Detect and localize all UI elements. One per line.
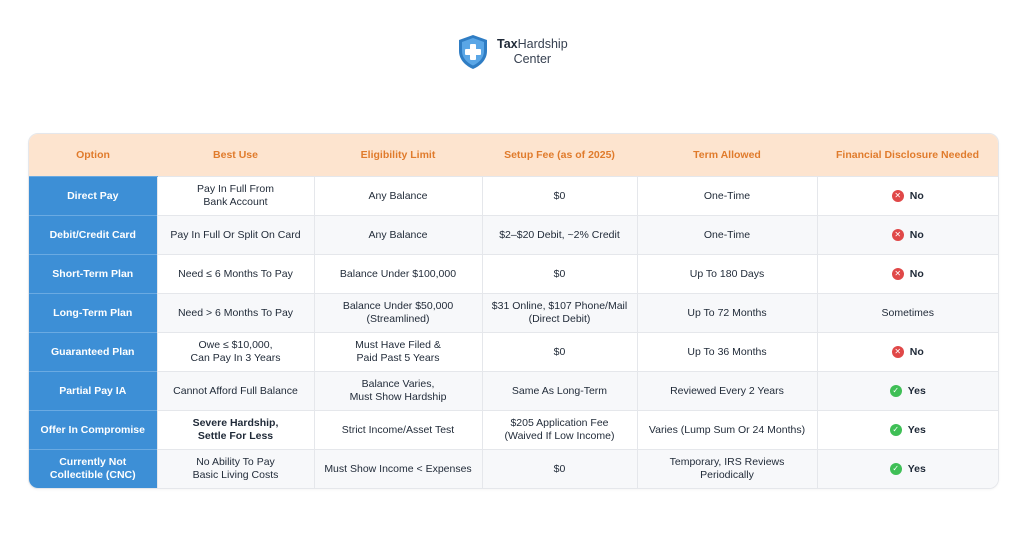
eligibility-cell: Balance Varies, Must Show Hardship	[314, 372, 482, 411]
check-circle-icon: ✓	[890, 424, 902, 436]
eligibility-cell: Must Show Income < Expenses	[314, 450, 482, 489]
disclosure-cell	[817, 216, 998, 255]
disclosure-value	[890, 385, 926, 398]
disclosure-value	[892, 190, 924, 203]
best-use-cell: Owe ≤ $10,000, Can Pay In 3 Years	[157, 333, 314, 372]
best-use-cell: Cannot Afford Full Balance	[157, 372, 314, 411]
x-circle-icon: ✕	[892, 346, 904, 358]
table-row	[29, 255, 998, 294]
eligibility-cell: Balance Under $100,000	[314, 255, 482, 294]
x-circle-icon: ✕	[892, 190, 904, 202]
table-row	[29, 450, 998, 489]
comparison-table	[28, 133, 999, 489]
check-circle-icon: ✓	[890, 463, 902, 475]
term-cell: One-Time	[637, 216, 817, 255]
header-best-use: Best Use	[157, 134, 314, 177]
header-setup-fee: Setup Fee (as of 2025)	[482, 134, 637, 177]
setup-fee-cell: $0	[482, 255, 637, 294]
table-row	[29, 294, 998, 333]
term-cell: One-Time	[637, 177, 817, 216]
term-cell: Temporary, IRS Reviews Periodically	[637, 450, 817, 489]
option-cell: Currently Not Collectible (CNC)	[29, 450, 157, 489]
setup-fee-cell: $205 Application Fee (Waived If Low Income)	[482, 411, 637, 450]
table-row	[29, 216, 998, 255]
option-cell: Direct Pay	[29, 177, 157, 216]
setup-fee-cell: $0	[482, 450, 637, 489]
header-option: Option	[29, 134, 157, 177]
setup-fee-cell: $31 Online, $107 Phone/Mail (Direct Debit)	[482, 294, 637, 333]
disclosure-value	[890, 424, 926, 437]
disclosure-value	[892, 346, 924, 359]
disclosure-label: Sometimes	[881, 306, 934, 319]
best-use-cell: Severe Hardship, Settle For Less	[157, 411, 314, 450]
disclosure-label: Yes	[907, 423, 926, 436]
disclosure-cell	[817, 333, 998, 372]
header-disclosure: Financial Disclosure Needed	[817, 134, 998, 177]
best-use-cell: Need ≤ 6 Months To Pay	[157, 255, 314, 294]
disclosure-label: No	[909, 189, 924, 202]
term-cell: Reviewed Every 2 Years	[637, 372, 817, 411]
eligibility-cell: Any Balance	[314, 177, 482, 216]
disclosure-cell	[817, 411, 998, 450]
eligibility-cell: Strict Income/Asset Test	[314, 411, 482, 450]
disclosure-cell	[817, 294, 998, 333]
setup-fee-cell: $2–$20 Debit, ~2% Credit	[482, 216, 637, 255]
shield-plus-icon	[457, 34, 489, 70]
x-circle-icon: ✕	[892, 268, 904, 280]
x-circle-icon: ✕	[892, 229, 904, 241]
option-cell: Short-Term Plan	[29, 255, 157, 294]
disclosure-value	[892, 229, 924, 242]
disclosure-cell	[817, 255, 998, 294]
term-cell: Up To 180 Days	[637, 255, 817, 294]
term-cell: Up To 36 Months	[637, 333, 817, 372]
table-row	[29, 372, 998, 411]
table-row	[29, 333, 998, 372]
disclosure-label: Yes	[907, 384, 926, 397]
disclosure-cell	[817, 177, 998, 216]
disclosure-value	[890, 463, 926, 476]
brand-name	[497, 37, 568, 67]
eligibility-cell: Balance Under $50,000 (Streamlined)	[314, 294, 482, 333]
disclosure-value	[881, 307, 934, 320]
disclosure-cell	[817, 450, 998, 489]
disclosure-label: No	[909, 228, 924, 241]
header-term: Term Allowed	[637, 134, 817, 177]
option-cell: Guaranteed Plan	[29, 333, 157, 372]
eligibility-cell: Must Have Filed & Paid Past 5 Years	[314, 333, 482, 372]
option-cell: Long-Term Plan	[29, 294, 157, 333]
eligibility-cell: Any Balance	[314, 216, 482, 255]
setup-fee-cell: $0	[482, 333, 637, 372]
brand-name-bold: Tax	[497, 37, 518, 51]
check-circle-icon: ✓	[890, 385, 902, 397]
term-cell: Up To 72 Months	[637, 294, 817, 333]
table-row	[29, 411, 998, 450]
best-use-cell: Pay In Full Or Split On Card	[157, 216, 314, 255]
table-header-row	[29, 134, 998, 177]
setup-fee-cell: $0	[482, 177, 637, 216]
setup-fee-cell: Same As Long-Term	[482, 372, 637, 411]
disclosure-cell	[817, 372, 998, 411]
disclosure-value	[892, 268, 924, 281]
disclosure-label: No	[909, 267, 924, 280]
option-cell: Offer In Compromise	[29, 411, 157, 450]
brand-name-rest: Hardship	[517, 37, 568, 51]
disclosure-label: No	[909, 345, 924, 358]
option-cell: Debit/Credit Card	[29, 216, 157, 255]
table-row	[29, 177, 998, 216]
brand-name-line2: Center	[513, 52, 552, 66]
best-use-cell: Need > 6 Months To Pay	[157, 294, 314, 333]
term-cell: Varies (Lump Sum Or 24 Months)	[637, 411, 817, 450]
brand-logo	[457, 34, 568, 70]
disclosure-label: Yes	[907, 462, 926, 475]
header-eligibility: Eligibility Limit	[314, 134, 482, 177]
best-use-cell: Pay In Full From Bank Account	[157, 177, 314, 216]
option-cell: Partial Pay IA	[29, 372, 157, 411]
best-use-cell: No Ability To Pay Basic Living Costs	[157, 450, 314, 489]
